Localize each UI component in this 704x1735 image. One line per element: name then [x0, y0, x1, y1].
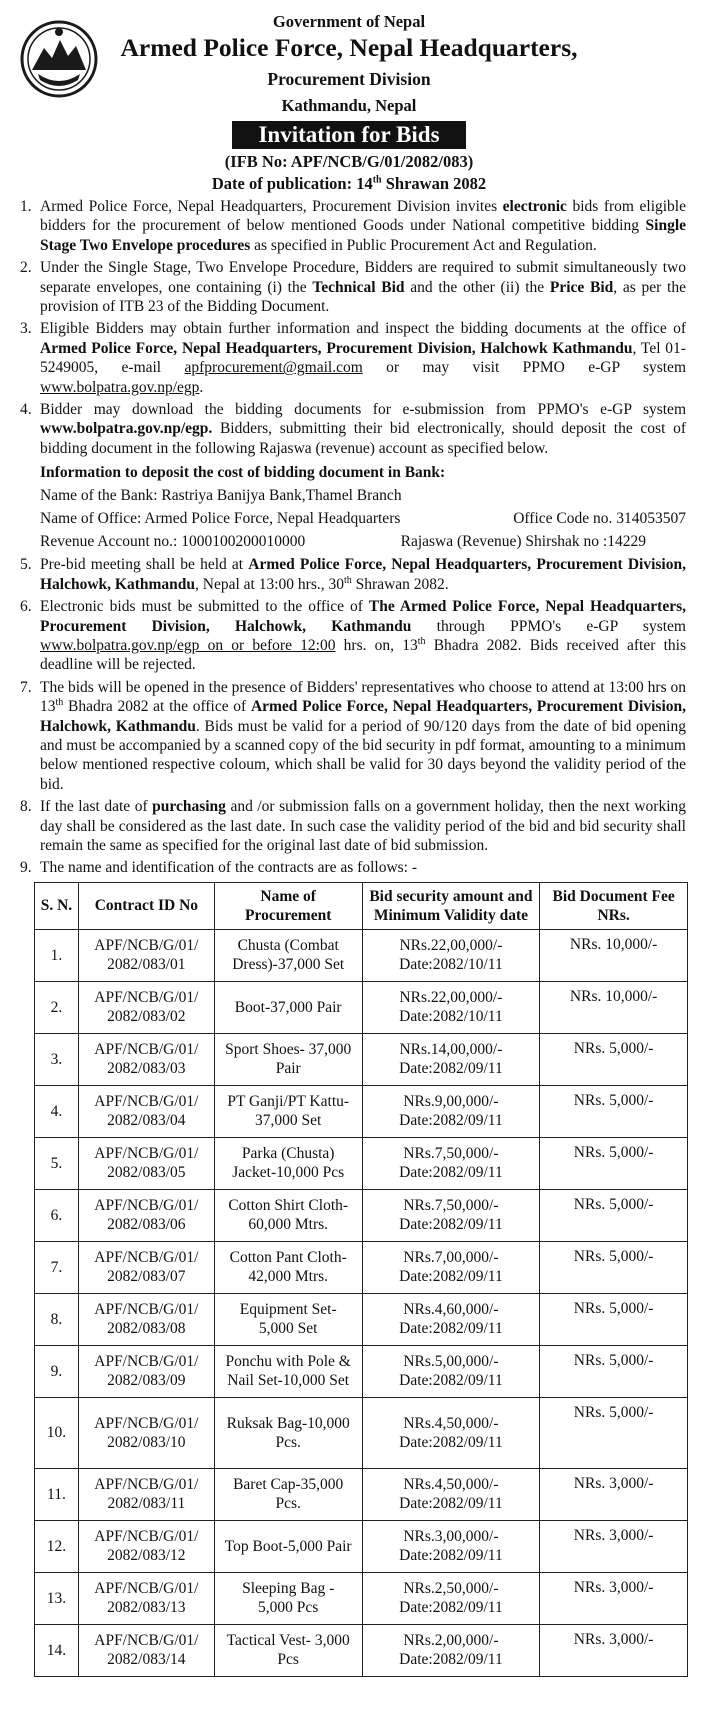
cell-fee: NRs. 10,000/- — [540, 981, 688, 1033]
table-row — [35, 1085, 688, 1137]
cell-contract-id: APF/NCB/G/01/ 2082/083/04 — [78, 1085, 214, 1137]
location-line: Kathmandu, Nepal — [281, 96, 417, 115]
paragraph-3: 3. Eligible Bidders may obtain further information and inspect the bidding documents at the office of Armed Police Force, Nepal Headquarters, Procurement Division, Halchowk Kathmandu, Tel 01-5249005, e-mail apfprocurement@gmail.com or may visit PPMO e-GP system www.bolpatra.gov.np/egp. — [20, 320, 686, 396]
cell-sn: 6. — [35, 1189, 79, 1241]
cell-bid-security: NRs.22,00,000/- Date:2082/10/11 — [362, 929, 540, 981]
cell-bid-security: NRs.5,00,000/- Date:2082/09/11 — [362, 1345, 540, 1397]
cell-bid-security: NRs.3,00,000/- Date:2082/09/11 — [362, 1520, 540, 1572]
cell-procurement-name: Top Boot-5,000 Pair — [214, 1520, 362, 1572]
cell-sn: 10. — [35, 1397, 79, 1468]
cell-contract-id: APF/NCB/G/01/ 2082/083/11 — [78, 1468, 214, 1520]
cell-fee: NRs. 5,000/- — [540, 1137, 688, 1189]
cell-contract-id: APF/NCB/G/01/ 2082/083/05 — [78, 1137, 214, 1189]
cell-procurement-name: Tactical Vest- 3,000 Pcs — [214, 1624, 362, 1676]
cell-fee: NRs. 5,000/- — [540, 1033, 688, 1085]
cell-bid-security: NRs.4,50,000/- Date:2082/09/11 — [362, 1468, 540, 1520]
cell-sn: 5. — [35, 1137, 79, 1189]
cell-contract-id: APF/NCB/G/01/ 2082/083/14 — [78, 1624, 214, 1676]
notice-header — [12, 0, 686, 195]
cell-procurement-name: Parka (Chusta) Jacket-10,000 Pcs — [214, 1137, 362, 1189]
cell-bid-security: NRs.7,50,000/- Date:2082/09/11 — [362, 1137, 540, 1189]
cell-bid-security: NRs.2,00,000/- Date:2082/09/11 — [362, 1624, 540, 1676]
col-header-name: Name of Procurement — [214, 882, 362, 929]
cell-fee: NRs. 5,000/- — [540, 1293, 688, 1345]
cell-bid-security: NRs.2,50,000/- Date:2082/09/11 — [362, 1572, 540, 1624]
table-row — [35, 1189, 688, 1241]
col-header-contract-id: Contract ID No — [78, 882, 214, 929]
col-header-bid-security: Bid security amount and Minimum Validity date — [362, 882, 540, 929]
cell-procurement-name: Sport Shoes- 37,000 Pair — [214, 1033, 362, 1085]
cell-fee: NRs. 5,000/- — [540, 1397, 688, 1468]
table-row — [35, 1624, 688, 1676]
office-code: Office Code no. 314053507 — [513, 510, 686, 528]
table-row — [35, 1572, 688, 1624]
cell-contract-id: APF/NCB/G/01/ 2082/083/10 — [78, 1397, 214, 1468]
cell-procurement-name: Boot-37,000 Pair — [214, 981, 362, 1033]
organization-line: Armed Police Force, Nepal Headquarters, — [120, 33, 578, 62]
cell-contract-id: APF/NCB/G/01/ 2082/083/13 — [78, 1572, 214, 1624]
cell-sn: 3. — [35, 1033, 79, 1085]
cell-contract-id: APF/NCB/G/01/ 2082/083/12 — [78, 1520, 214, 1572]
government-line: Government of Nepal — [272, 12, 426, 31]
cell-sn: 11. — [35, 1468, 79, 1520]
revenue-account: Revenue Account no.: 1000100200010000 — [40, 533, 306, 551]
cell-sn: 13. — [35, 1572, 79, 1624]
division-line: Procurement Division — [267, 69, 431, 89]
contracts-table — [34, 882, 688, 1677]
egp-link[interactable]: www.bolpatra.gov.np/egp — [40, 378, 200, 396]
cell-fee: NRs. 5,000/- — [540, 1189, 688, 1241]
email-link[interactable]: apfprocurement@gmail.com — [184, 359, 363, 377]
cell-bid-security: NRs.14,00,000/- Date:2082/09/11 — [362, 1033, 540, 1085]
cell-fee: NRs. 5,000/- — [540, 1345, 688, 1397]
ifb-number: (IFB No: APF/NCB/G/01/2082/083) — [224, 152, 474, 171]
paragraph-8: 8. If the last date of purchasing and /or submission falls on a government holiday, then the next working day shall be considered as the last date. In such case the validity period of the bid and bid security shall remain the same as specified for the original last date of bid submission. — [20, 798, 686, 854]
cell-fee: NRs. 3,000/- — [540, 1468, 688, 1520]
table-row — [35, 1468, 688, 1520]
cell-bid-security: NRs.22,00,000/- Date:2082/10/11 — [362, 981, 540, 1033]
table-header-row — [35, 882, 688, 929]
paragraph-2: 2. Under the Single Stage, Two Envelope Procedure, Bidders are required to submit simultaneously two separate envelopes, one containing (i) the Technical Bid and the other (ii) the Price Bid, as per the provision of ITB 23 of the Bidding Document. — [20, 259, 686, 316]
table-row — [35, 1520, 688, 1572]
table-row — [35, 929, 688, 981]
notice-paragraphs — [12, 197, 686, 458]
bank-name: Name of the Bank: Rastriya Banijya Bank,Thamel Branch — [40, 487, 402, 505]
cell-contract-id: APF/NCB/G/01/ 2082/083/06 — [78, 1189, 214, 1241]
cell-contract-id: APF/NCB/G/01/ 2082/083/08 — [78, 1293, 214, 1345]
cell-procurement-name: Baret Cap-35,000 Pcs. — [214, 1468, 362, 1520]
table-row — [35, 1137, 688, 1189]
paragraph-6: 6. Electronic bids must be submitted to the office of The Armed Police Force, Nepal Headquarters, Procurement Division, Halchowk, Kathmandu through PPMO's e-GP system www.bolpatra.gov.np/egp on or before 12:00 hrs. on, 13th Bhadra 2082. Bids received after this deadline will be rejected. — [20, 598, 687, 674]
paragraph-7: 7. The bids will be opened in the presence of Bidders' representatives who choose to attend at 13:00 hrs on 13th Bhadra 2082 at the office of Armed Police Force, Nepal Headquarters, Procurement Division, Halchowk, Kathmandu. Bids must be valid for a period of 90/120 days from the date of bid opening and must be accompanied by a scanned copy of the bid security in pdf format, amounting to a minimum below mentioned respective coloum, which shall be valid for 30 days beyond the validity period of the bid. — [20, 678, 687, 793]
table-row — [35, 1397, 688, 1468]
table-row — [35, 1241, 688, 1293]
cell-sn: 8. — [35, 1293, 79, 1345]
table-row — [35, 1033, 688, 1085]
col-header-sn: S. N. — [35, 882, 79, 929]
cell-procurement-name: Sleeping Bag - 5,000 Pcs — [214, 1572, 362, 1624]
table-row — [35, 1345, 688, 1397]
cell-fee: NRs. 3,000/- — [540, 1572, 688, 1624]
cell-bid-security: NRs.7,50,000/- Date:2082/09/11 — [362, 1189, 540, 1241]
cell-bid-security: NRs.9,00,000/- Date:2082/09/11 — [362, 1085, 540, 1137]
cell-procurement-name: Ponchu with Pole & Nail Set-10,000 Set — [214, 1345, 362, 1397]
bank-heading: Information to deposit the cost of bidding document in Bank: — [40, 464, 446, 482]
egp-link-2[interactable]: www.bolpatra.gov.np/egp on or before 12:00 — [40, 636, 336, 654]
cell-fee: NRs. 5,000/- — [540, 1241, 688, 1293]
table-row — [35, 981, 688, 1033]
cell-fee: NRs. 5,000/- — [540, 1085, 688, 1137]
col-header-fee: Bid Document Fee NRs. — [540, 882, 688, 929]
table-row — [35, 1293, 688, 1345]
cell-sn: 2. — [35, 981, 79, 1033]
publication-date: Date of publication: 14th Shrawan 2082 — [211, 174, 487, 193]
cell-procurement-name: Cotton Shirt Cloth- 60,000 Mtrs. — [214, 1189, 362, 1241]
notice-paragraphs-2 — [12, 555, 686, 878]
cell-sn: 9. — [35, 1345, 79, 1397]
cell-contract-id: APF/NCB/G/01/ 2082/083/03 — [78, 1033, 214, 1085]
cell-sn: 4. — [35, 1085, 79, 1137]
cell-procurement-name: Chusta (Combat Dress)-37,000 Set — [214, 929, 362, 981]
cell-procurement-name: Ruksak Bag-10,000 Pcs. — [214, 1397, 362, 1468]
nepal-emblem-icon — [18, 18, 100, 100]
bank-info — [12, 461, 686, 553]
paragraph-4: 4. Bidder may download the bidding documents for e-submission from PPMO's e-GP system www.bolpatra.gov.np/egp. Bidders, submitting their bid electronically, should deposit the cost of bidding document in the following Rajaswa (revenue) account as specified below. — [20, 401, 686, 457]
cell-contract-id: APF/NCB/G/01/ 2082/083/01 — [78, 929, 214, 981]
paragraph-5: 5. Pre-bid meeting shall be held at Armed Police Force, Nepal Headquarters, Procurement Division, Halchowk, Kathmandu, Nepal at 13:00 hrs., 30th Shrawan 2082. — [20, 556, 686, 593]
cell-procurement-name: PT Ganji/PT Kattu- 37,000 Set — [214, 1085, 362, 1137]
cell-contract-id: APF/NCB/G/01/ 2082/083/07 — [78, 1241, 214, 1293]
paragraph-9: 9. The name and identification of the contracts are as follows: - — [20, 859, 418, 877]
rajaswa-shirshak: Rajaswa (Revenue) Shirshak no :14229 — [400, 533, 646, 551]
cell-procurement-name: Equipment Set- 5,000 Set — [214, 1293, 362, 1345]
office-name: Name of Office: Armed Police Force, Nepal Headquarters — [40, 510, 401, 528]
cell-bid-security: NRs.4,60,000/- Date:2082/09/11 — [362, 1293, 540, 1345]
cell-sn: 7. — [35, 1241, 79, 1293]
cell-bid-security: NRs.7,00,000/- Date:2082/09/11 — [362, 1241, 540, 1293]
cell-sn: 1. — [35, 929, 79, 981]
cell-contract-id: APF/NCB/G/01/ 2082/083/09 — [78, 1345, 214, 1397]
cell-bid-security: NRs.4,50,000/- Date:2082/09/11 — [362, 1397, 540, 1468]
cell-sn: 12. — [35, 1520, 79, 1572]
cell-fee: NRs. 10,000/- — [540, 929, 688, 981]
cell-procurement-name: Cotton Pant Cloth- 42,000 Mtrs. — [214, 1241, 362, 1293]
cell-sn: 14. — [35, 1624, 79, 1676]
paragraph-1: 1. Armed Police Force, Nepal Headquarters, Procurement Division invites electronic bids from eligible bidders for the procurement of below mentioned Goods under National competitive bidding Single Stage Two Envelope procedures as specified in Public Procurement Act and Regulation. — [20, 198, 686, 254]
cell-contract-id: APF/NCB/G/01/ 2082/083/02 — [78, 981, 214, 1033]
notice-title: Invitation for Bids — [232, 121, 465, 149]
cell-fee: NRs. 3,000/- — [540, 1520, 688, 1572]
cell-fee: NRs. 3,000/- — [540, 1624, 688, 1676]
